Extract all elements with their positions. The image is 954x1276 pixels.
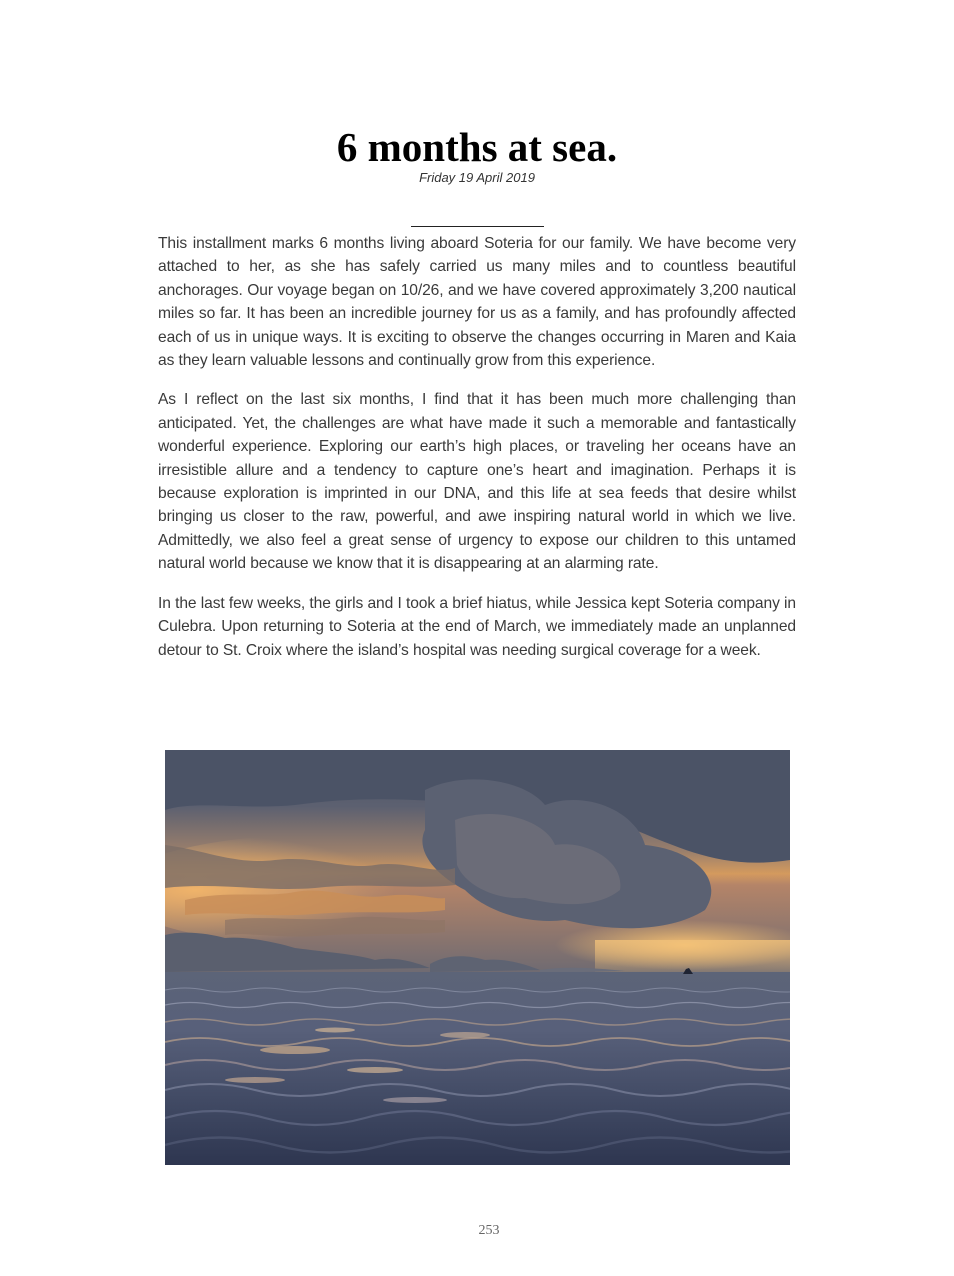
post-date: Friday 19 April 2019 xyxy=(419,170,535,185)
sunset-sea-photo xyxy=(165,750,790,1165)
page-number: 253 xyxy=(478,1223,500,1238)
title-divider xyxy=(411,226,544,227)
paragraph: In the last few weeks, the girls and I took a brief hiatus, while Jessica kept Soteria company in Culebra. Upon returning to Soteria at the end of March, we immediately made an unplanned detour to St. Croix where the island’s hospital was needing surgical coverage for a week. xyxy=(158,594,796,659)
article-body xyxy=(158,232,796,678)
page-title: 6 months at sea. xyxy=(336,124,618,170)
paragraph: As I reflect on the last six months, I find that it has been much more challenging than anticipated. Yet, the challenges are what have made it such a memorable and fantastically wonderful experience. Exploring our earth’s high places, or traveling her oceans have an irresistible allure and a tendency to capture one’s heart and imagination. Perhaps it is because exploration is imprinted in our DNA, and this life at sea feeds that desire whilst bringing us closer to the raw, powerful, and awe inspiring natural world in which we live. Admittedly, we also feel a great sense of urgency to expose our children to this untamed natural world because we know that it is disappearing at an alarming rate. xyxy=(158,391,796,573)
paragraph: This installment marks 6 months living aboard Soteria for our family. We have become very attached to her, as she has safely carried us many miles and to countless beautiful anchorages. Our voyage began on 10/26, and we have covered approximately 3,200 nautical miles so far. It has been an incredible journey for us as a family, and has profoundly affected each of us in unique ways. It is exciting to observe the changes occurring in Maren and Kaia as they learn valuable lessons and continually grow from this experience. xyxy=(158,235,796,370)
